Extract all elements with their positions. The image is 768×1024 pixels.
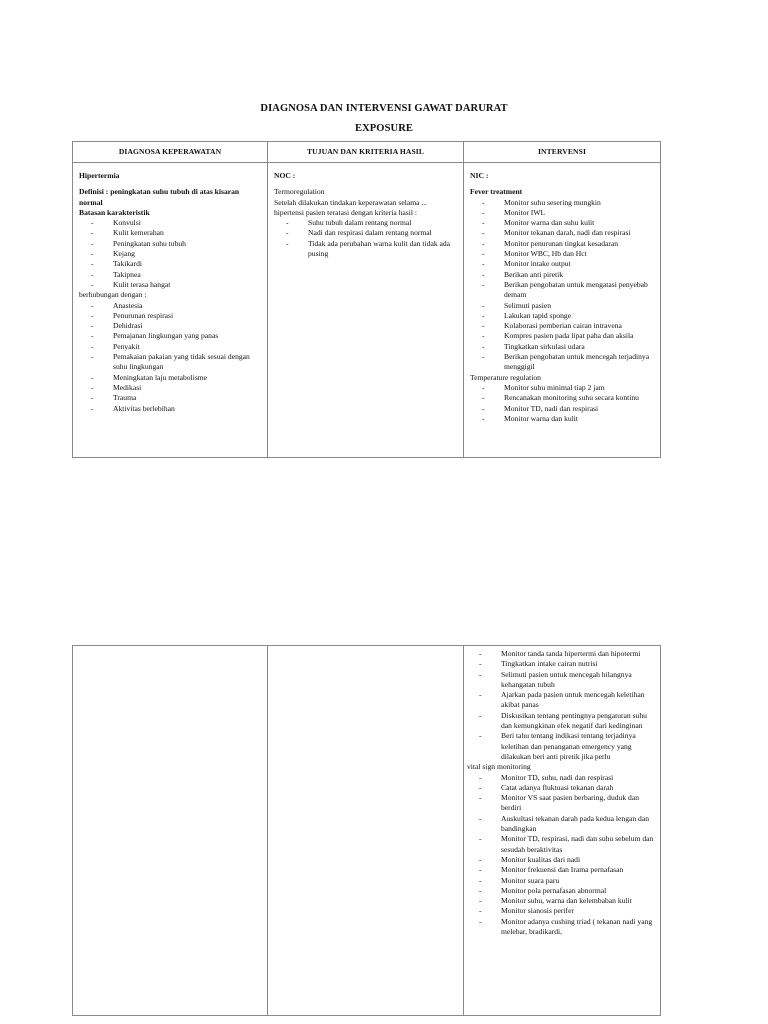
list-item: - Anastesia [91,301,261,311]
characteristics-heading: Batasan karakteristik [79,207,150,217]
list-item: - Pemakaian pakaian yang tidak sesuai dengan suhu lingkungan [91,352,261,373]
list-item: - Monitor WBC, Hb dan Hct [482,249,654,259]
list-item: - Monitor intake output [482,259,654,269]
definition-text: Definisi : peningkatan suhu tubuh di atas kisaran normal [79,187,240,207]
list-item: - Selimuti pasien [482,301,654,311]
table-row [73,163,661,458]
list-item: - Monitor sianosis perifer [479,906,657,916]
list-item: - Aktivitas berlebihan [91,404,261,414]
noc-label: NOC : [274,171,296,180]
temp-list-continued [467,649,657,762]
vital-list [467,773,657,938]
list-item: - Selimuti pasien untuk mencegah hilangnya kehangatan tubuh [479,670,657,691]
list-item: - Tingkatkan sirkulasi udara [482,342,654,352]
fever-heading: Fever treatment [470,187,523,197]
list-item: - Dehidrasi [91,321,261,331]
list-item: - Beri tahu tentang indikasi tentang terjadinya keletihan dan penanganan emergency yang dilakukan beri anti piretik jika perlu [479,731,657,762]
list-item: - Monitor kualitas dari nadi [479,855,657,865]
list-item: - Monitor penurunan tingkat kesadaran [482,239,654,249]
table-row [73,646,661,1016]
regulation-label: Termoregulation [274,187,325,197]
list-item: - Kulit terasa hangat [91,280,261,290]
list-item: - Kompres pasien pada lipat paha dan aksila [482,331,654,341]
list-item: - Monitor tekanan darah, nadi dan respirasi [482,228,654,238]
diagnosa-heading: Hipertermia [79,171,120,180]
list-item: - Kejang [91,249,261,259]
list-item: - Penyakit [91,342,261,352]
list-item: - Monitor tanda tanda hipertermi dan hipotermi [479,649,657,659]
list-item: - Penurunan respirasi [91,311,261,321]
list-item: - Rencanakan monitoring suhu secara kontinu [482,393,654,403]
temp-list [470,383,654,424]
diagnosa-cell [73,163,268,458]
list-item: - Pemajanan lingkungan yang panas [91,331,261,341]
list-item: - Monitor adanya cushing triad ( tekanan nadi yang melebar, bradikardi, [479,917,657,938]
document-subtitle: EXPOSURE [355,123,413,134]
header-diagnosa: DIAGNOSA KEPERAWATAN [73,142,268,163]
list-item: - Kolaborasi pemberian cairan intravena [482,321,654,331]
related-heading: berhubungan dengan : [79,290,147,300]
intervention-table-continued [72,645,661,1016]
list-item: - Ajarkan pada pasien untuk mencegah keletihan akibat panas [479,690,657,711]
list-item: - Monitor TD, nadi dan respirasi [482,404,654,414]
tujuan-cell [268,163,464,458]
list-item: - Auskultasi tekanan darah pada kedua lengan dan bandingkan [479,814,657,835]
table-header-row [73,142,661,163]
list-item: - Medikasi [91,383,261,393]
list-item: - Monitor suhu minimal tiap 2 jam [482,383,654,393]
list-item: - Trauma [91,393,261,403]
list-item: - Kulit kemerahan [91,228,261,238]
diagnosa-cell-empty [73,646,268,1016]
list-item: - Suhu tubuh dalam rentang normal [286,218,457,228]
list-item: - Monitor VS saat pasien berbaring, duduk dan berdiri [479,793,657,814]
list-item: - Berikan pengobatan untuk mencegah terjadinya menggigil [482,352,654,373]
characteristics-list [79,218,261,290]
list-item: - Takikardi [91,259,261,269]
criteria-intro: Setelah dilakukan tindakan keperawatan selama ... hipertensi pasien teratasi dengan kriteria hasil : [274,197,428,217]
list-item: - Catat adanya fluktuasi tekanan darah [479,783,657,793]
temp-heading: Temperature regulation [470,372,541,382]
list-item: - Monitor TD, respirasi, nadi dan suhu sebelum dan sesudah beraktivitas [479,834,657,855]
list-item: - Monitor frekuensi dan Irama pernafasan [479,865,657,875]
criteria-list [274,218,457,259]
nic-label: NIC : [470,171,489,180]
intervensi-cell [464,163,661,458]
list-item: - Monitor suhu sesering mungkin [482,198,654,208]
list-item: - Lakukan tapid sponge [482,311,654,321]
vital-heading: vital sign monitoring [467,762,531,772]
document-title: DIAGNOSA DAN INTERVENSI GAWAT DARURAT [260,103,508,114]
tujuan-cell-empty [268,646,464,1016]
related-list [79,301,261,414]
list-item: - Monitor pola pernafasan abnormal [479,886,657,896]
list-item: - Tidak ada perubahan warna kulit dan tidak ada pusing [286,239,457,260]
list-item: - Monitor TD, suhu, nadi dan respirasi [479,773,657,783]
list-item: - Monitor warna dan kulit [482,414,654,424]
list-item: - Nadi dan respirasi dalam rentang normal [286,228,457,238]
intervensi-cell-continued [464,646,661,1016]
header-intervensi: INTERVENSI [464,142,661,163]
list-item: - Berikan pengobatan untuk mengatasi penyebab demam [482,280,654,301]
intervention-table [72,141,661,458]
list-item: - Meningkatan laju metabolisme [91,373,261,383]
list-item: - Monitor suara paru [479,876,657,886]
list-item: - Monitor warna dan suhu kulit [482,218,654,228]
list-item: - Tingkatkan intake cairan nutrisi [479,659,657,669]
list-item: - Berikan anti piretik [482,270,654,280]
list-item: - Monitor IWL [482,208,654,218]
list-item: - Takipnea [91,270,261,280]
list-item: - Diskusikan tentang pentingnya pengaturan suhu dan kemungkinan efek negatif dari kedinginan [479,711,657,732]
list-item: - Konvulsi [91,218,261,228]
list-item: - Peningkatan suhu tubuh [91,239,261,249]
header-tujuan: TUJUAN DAN KRITERIA HASIL [268,142,464,163]
list-item: - Monitor suhu, warna dan kelembaban kulit [479,896,657,906]
fever-list [470,198,654,373]
